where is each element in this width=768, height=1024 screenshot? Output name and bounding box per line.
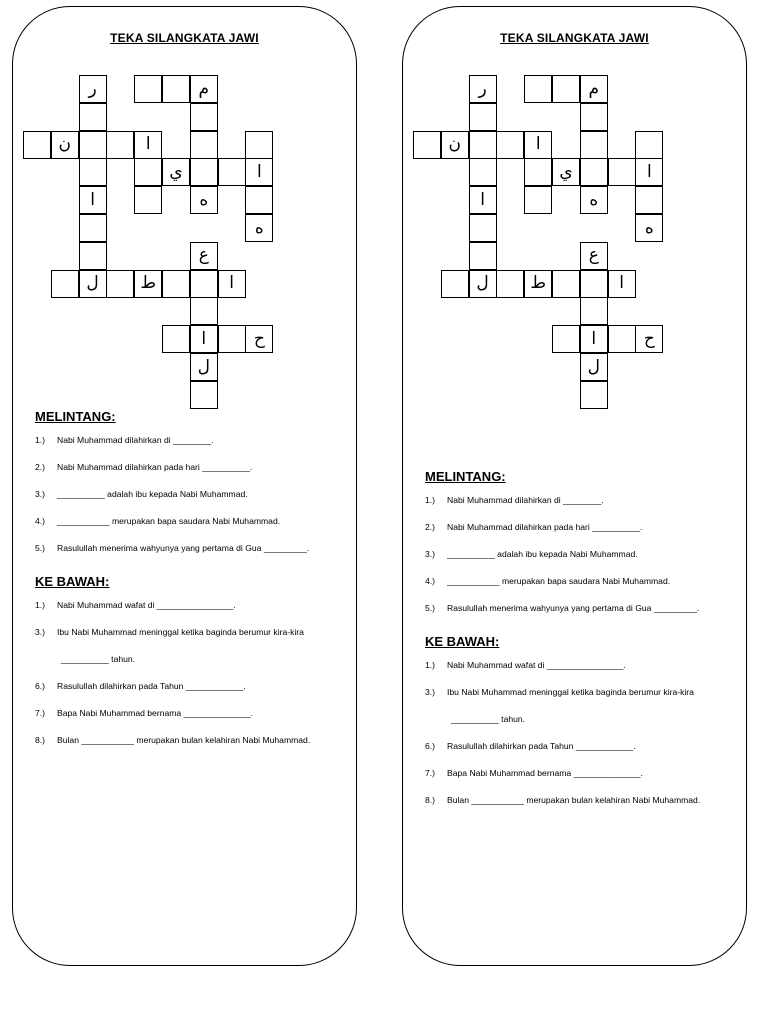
crossword-cell[interactable] bbox=[245, 131, 273, 159]
crossword-cell-letter[interactable]: ر bbox=[79, 75, 107, 103]
melintang-heading: MELINTANG: bbox=[425, 469, 506, 484]
crossword-cell[interactable] bbox=[162, 75, 190, 103]
crossword-cell[interactable] bbox=[190, 158, 218, 186]
clue-down-1: 1.) Nabi Muhammad wafat di ________________. bbox=[35, 600, 236, 610]
clue-down-3-continued: __________ tahun. bbox=[61, 654, 136, 664]
crossword-cell[interactable] bbox=[190, 297, 218, 325]
crossword-cell-letter[interactable]: ل bbox=[190, 353, 218, 381]
clue-down-6: 6.) Rasulullah dilahirkan pada Tahun ____________. bbox=[35, 681, 246, 691]
clue-across-1: 1.) Nabi Muhammad dilahirkan di ________. bbox=[425, 495, 604, 505]
crossword-cell[interactable] bbox=[552, 325, 580, 353]
crossword-cell[interactable] bbox=[496, 270, 524, 298]
crossword-cell[interactable] bbox=[79, 214, 107, 242]
melintang-heading: MELINTANG: bbox=[35, 409, 116, 424]
ke-bawah-heading: KE BAWAH: bbox=[425, 634, 500, 649]
crossword-cell[interactable] bbox=[469, 158, 497, 186]
crossword-cell[interactable] bbox=[469, 131, 497, 159]
crossword-cell[interactable] bbox=[134, 186, 162, 214]
crossword-cell-letter[interactable]: م bbox=[190, 75, 218, 103]
clues-section bbox=[35, 409, 350, 762]
crossword-cell-letter[interactable]: ه bbox=[580, 186, 608, 214]
crossword-cell[interactable] bbox=[441, 270, 469, 298]
crossword-cell[interactable] bbox=[524, 75, 552, 103]
crossword-cell-letter[interactable]: ح bbox=[635, 325, 663, 353]
crossword-cell-letter[interactable]: ط bbox=[524, 270, 552, 298]
clue-down-3: 3.) Ibu Nabi Muhammad meninggal ketika baginda berumur kira-kira bbox=[35, 627, 304, 637]
clue-across-1: 1.) Nabi Muhammad dilahirkan di ________. bbox=[35, 435, 214, 445]
crossword-cell[interactable] bbox=[580, 131, 608, 159]
clue-across-3: 3.) __________ adalah ibu kepada Nabi Muhammad. bbox=[425, 549, 638, 559]
crossword-cell-letter[interactable]: ا bbox=[245, 158, 273, 186]
crossword-cell[interactable] bbox=[190, 381, 218, 409]
crossword-cell[interactable] bbox=[190, 131, 218, 159]
crossword-cell[interactable] bbox=[608, 325, 636, 353]
crossword-cell[interactable] bbox=[218, 158, 246, 186]
crossword-cell-letter[interactable]: م bbox=[580, 75, 608, 103]
clue-across-4: 4.) ___________ merupakan bapa saudara Nabi Muhammad. bbox=[425, 576, 671, 586]
crossword-cell-letter[interactable]: ه bbox=[190, 186, 218, 214]
clue-across-4: 4.) ___________ merupakan bapa saudara Nabi Muhammad. bbox=[35, 516, 281, 526]
crossword-cell-letter[interactable]: ل bbox=[469, 270, 497, 298]
crossword-cell[interactable] bbox=[413, 131, 441, 159]
clue-across-5: 5.) Rasulullah menerima wahyunya yang pertama di Gua _________. bbox=[425, 603, 700, 613]
crossword-cell[interactable] bbox=[79, 158, 107, 186]
clue-down-3-continued: __________ tahun. bbox=[451, 714, 526, 724]
clue-down-1: 1.) Nabi Muhammad wafat di ________________. bbox=[425, 660, 626, 670]
crossword-cell[interactable] bbox=[524, 186, 552, 214]
crossword-cell-letter[interactable]: ا bbox=[190, 325, 218, 353]
worksheet-card-right bbox=[402, 6, 747, 966]
worksheet-title: TEKA SILANGKATA JAWI bbox=[110, 31, 259, 45]
crossword-cell[interactable] bbox=[635, 186, 663, 214]
crossword-cell-letter[interactable]: ط bbox=[134, 270, 162, 298]
crossword-cell-letter[interactable]: ا bbox=[580, 325, 608, 353]
crossword-grid bbox=[23, 75, 333, 435]
clue-down-8: 8.) Bulan ___________ merupakan bulan kelahiran Nabi Muhammad. bbox=[35, 735, 311, 745]
clue-down-7: 7.) Bapa Nabi Muhammad bernama ______________. bbox=[35, 708, 253, 718]
crossword-cell[interactable] bbox=[79, 103, 107, 131]
ke-bawah-heading: KE BAWAH: bbox=[35, 574, 110, 589]
crossword-cell[interactable] bbox=[469, 103, 497, 131]
crossword-cell[interactable] bbox=[162, 325, 190, 353]
crossword-cell[interactable] bbox=[162, 270, 190, 298]
crossword-cell[interactable] bbox=[524, 158, 552, 186]
crossword-cell-letter[interactable]: ل bbox=[79, 270, 107, 298]
clue-across-2: 2.) Nabi Muhammad dilahirkan pada hari __________. bbox=[425, 522, 643, 532]
crossword-cell[interactable] bbox=[218, 325, 246, 353]
crossword-cell[interactable] bbox=[134, 158, 162, 186]
crossword-cell-letter[interactable]: ن bbox=[441, 131, 469, 159]
crossword-cell-letter[interactable]: ا bbox=[635, 158, 663, 186]
crossword-cell[interactable] bbox=[552, 75, 580, 103]
crossword-grid bbox=[413, 75, 723, 435]
crossword-cell[interactable] bbox=[552, 270, 580, 298]
clues-section bbox=[425, 469, 740, 822]
crossword-cell[interactable] bbox=[496, 131, 524, 159]
crossword-cell[interactable] bbox=[79, 131, 107, 159]
clue-across-3: 3.) __________ adalah ibu kepada Nabi Muhammad. bbox=[35, 489, 248, 499]
crossword-cell-letter[interactable]: ن bbox=[51, 131, 79, 159]
crossword-cell-letter[interactable]: ا bbox=[79, 186, 107, 214]
crossword-cell-letter[interactable]: ي bbox=[552, 158, 580, 186]
crossword-cell[interactable] bbox=[635, 131, 663, 159]
crossword-cell[interactable] bbox=[245, 186, 273, 214]
crossword-cell-letter[interactable]: ا bbox=[469, 186, 497, 214]
crossword-cell-letter[interactable]: ا bbox=[134, 131, 162, 159]
crossword-cell[interactable] bbox=[79, 242, 107, 270]
clue-across-5: 5.) Rasulullah menerima wahyunya yang pertama di Gua _________. bbox=[35, 543, 310, 553]
worksheet-title: TEKA SILANGKATA JAWI bbox=[500, 31, 649, 45]
crossword-cell-letter[interactable]: ا bbox=[524, 131, 552, 159]
worksheet-card-left bbox=[12, 6, 357, 966]
clue-down-6: 6.) Rasulullah dilahirkan pada Tahun ____________. bbox=[425, 741, 636, 751]
crossword-cell[interactable] bbox=[580, 103, 608, 131]
crossword-cell[interactable] bbox=[580, 297, 608, 325]
crossword-cell[interactable] bbox=[469, 214, 497, 242]
crossword-cell[interactable] bbox=[608, 158, 636, 186]
crossword-cell[interactable] bbox=[106, 131, 134, 159]
crossword-cell-letter[interactable]: ه bbox=[635, 214, 663, 242]
crossword-cell[interactable] bbox=[190, 103, 218, 131]
clue-down-8: 8.) Bulan ___________ merupakan bulan kelahiran Nabi Muhammad. bbox=[425, 795, 701, 805]
crossword-cell-letter[interactable]: ح bbox=[245, 325, 273, 353]
crossword-cell-letter[interactable]: ع bbox=[580, 242, 608, 270]
clue-across-2: 2.) Nabi Muhammad dilahirkan pada hari __________. bbox=[35, 462, 253, 472]
crossword-cell[interactable] bbox=[190, 270, 218, 298]
clue-down-7: 7.) Bapa Nabi Muhammad bernama ______________. bbox=[425, 768, 643, 778]
crossword-cell-letter[interactable]: ي bbox=[162, 158, 190, 186]
crossword-cell-letter[interactable]: ا bbox=[218, 270, 246, 298]
crossword-cell[interactable] bbox=[580, 270, 608, 298]
crossword-cell[interactable] bbox=[23, 131, 51, 159]
crossword-cell-letter[interactable]: ع bbox=[190, 242, 218, 270]
crossword-cell[interactable] bbox=[134, 75, 162, 103]
crossword-cell-letter[interactable]: ل bbox=[580, 353, 608, 381]
crossword-cell-letter[interactable]: ر bbox=[469, 75, 497, 103]
crossword-cell[interactable] bbox=[580, 158, 608, 186]
crossword-cell[interactable] bbox=[580, 381, 608, 409]
crossword-cell[interactable] bbox=[106, 270, 134, 298]
crossword-cell[interactable] bbox=[51, 270, 79, 298]
crossword-cell-letter[interactable]: ا bbox=[608, 270, 636, 298]
clue-down-3: 3.) Ibu Nabi Muhammad meninggal ketika baginda berumur kira-kira bbox=[425, 687, 694, 697]
crossword-cell[interactable] bbox=[469, 242, 497, 270]
crossword-cell-letter[interactable]: ه bbox=[245, 214, 273, 242]
